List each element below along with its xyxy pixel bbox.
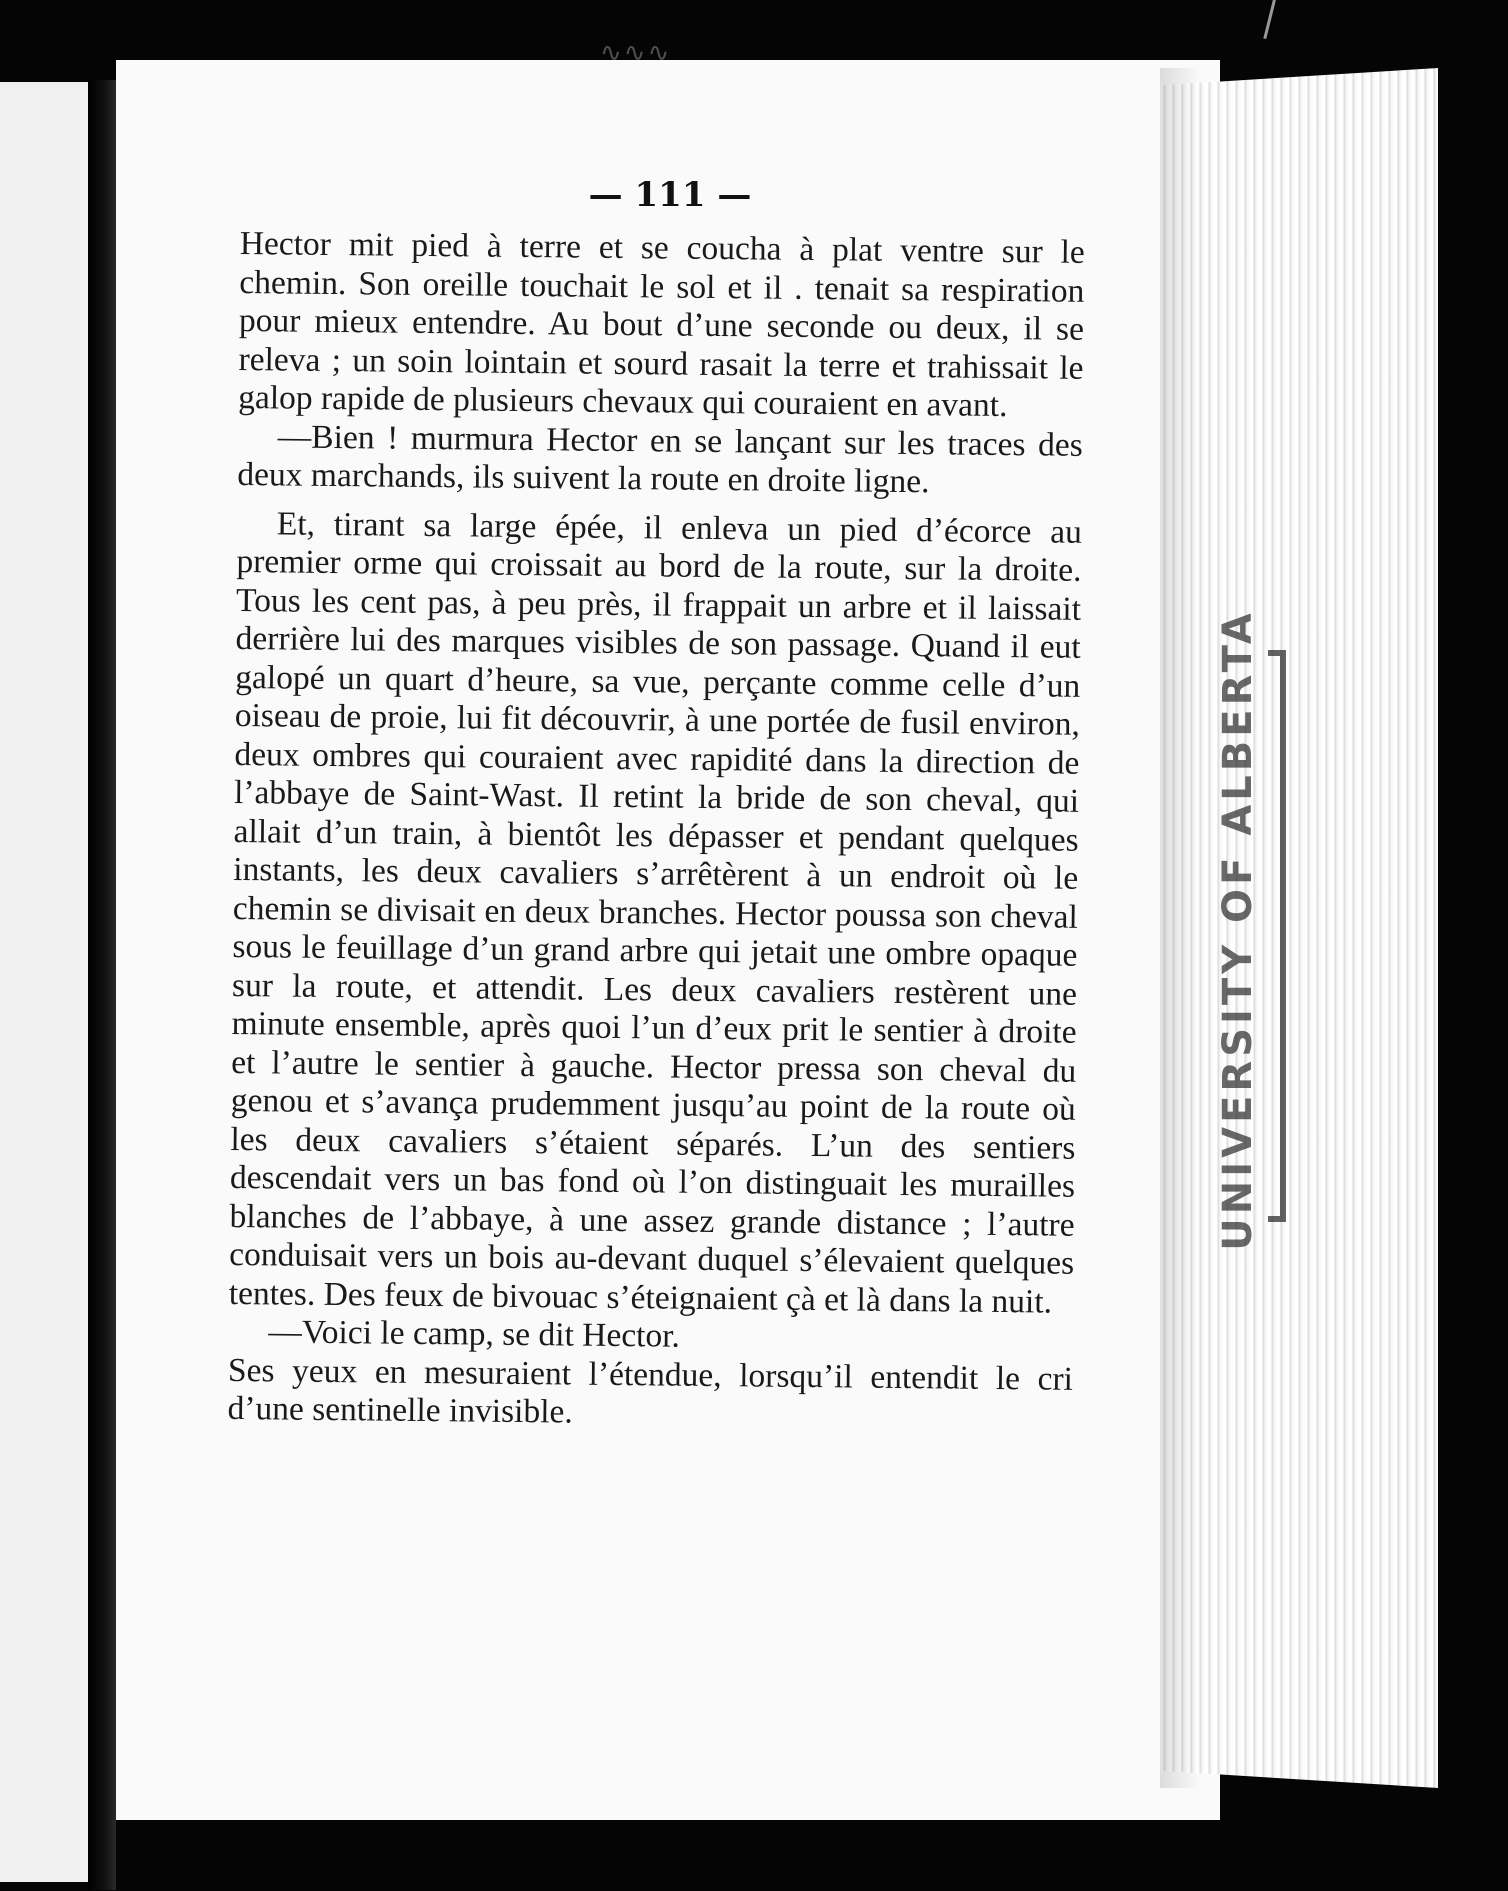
paragraph: Et, tirant sa large épée, il enleva un pied d’écorce au premier orme qui croissait au bord de la route, sur la droite. Tous les cent pas, à peu près, il frappait un arbre et il laissait derrière lui des marques visibles de son passage. Quand il eut galopé un quart d’heure, sa vue, perçante comme celle d’un oiseau de proie, lui fit découvrir, à une portée de fusil environ, deux ombres qui couraient avec rapidité dans la direction de l’abbaye de Saint-Wast. Il retint la bride de son cheval, qui allait d’un train, à bientôt les dépasser et pendant quelques instants, les deux cavaliers s’arrêtèrent à un endroit où le chemin se divisait en deux branches. Hector poussa son cheval sous le feuillage d’un grand arbre qui jetait une ombre opaque sur la route, et attendit. Les deux cavaliers restèrent une minute ensemble, après quoi l’un d’eux prit le sentier à droite et l’autre le sentier à gauche. Hector pressa son cheval du genou et s’avança prudemment jusqu’au point de la route où les deux cavaliers s’étaient séparés. L’un des sentiers descendait vers un bas fond où l’on distinguait les murailles blanches de l’abbaye, à une assez grande distance ; l’autre conduisait vers un bois au-devant duquel s’élevaient quelques tentes. Des feux de bivouac s’éteignaient çà et là dans la nuit. <box>228 504 1083 1321</box>
library-stamp-text: UNIVERSITY OF ALBERTA <box>1215 609 1261 1251</box>
paragraph: —Voici le camp, se dit Hector. <box>268 1313 681 1355</box>
library-stamp <box>1178 609 1298 1251</box>
stamp-bracket <box>1268 650 1286 1222</box>
book-spine <box>88 80 116 1890</box>
paragraph: Ses yeux en mesuraient l’étendue, lorsqu’il entendit le cri d’une sentinelle invisible. <box>227 1351 1074 1431</box>
page-number: — 111 — <box>588 175 752 215</box>
facing-page-edge <box>0 82 88 1882</box>
paragraph: —Bien ! murmura Hector en se lançant sur les traces des deux marchands, ils suivent la route en droite ligne. <box>237 417 1083 501</box>
paragraph: Hector mit pied à terre et se coucha à plat ventre sur le chemin. Son oreille touchait le sol et il . tenait sa respiration pour mieux entendre. Au bout d’une seconde ou deux, il se releva ; un soin lointain et sourd rasait la terre et trahissait le galop rapide de plusieurs chevaux qui couraient en avant. <box>237 225 1085 425</box>
body-text <box>227 225 1085 1437</box>
top-ornament-icon: ∿∿∿ <box>600 38 672 68</box>
